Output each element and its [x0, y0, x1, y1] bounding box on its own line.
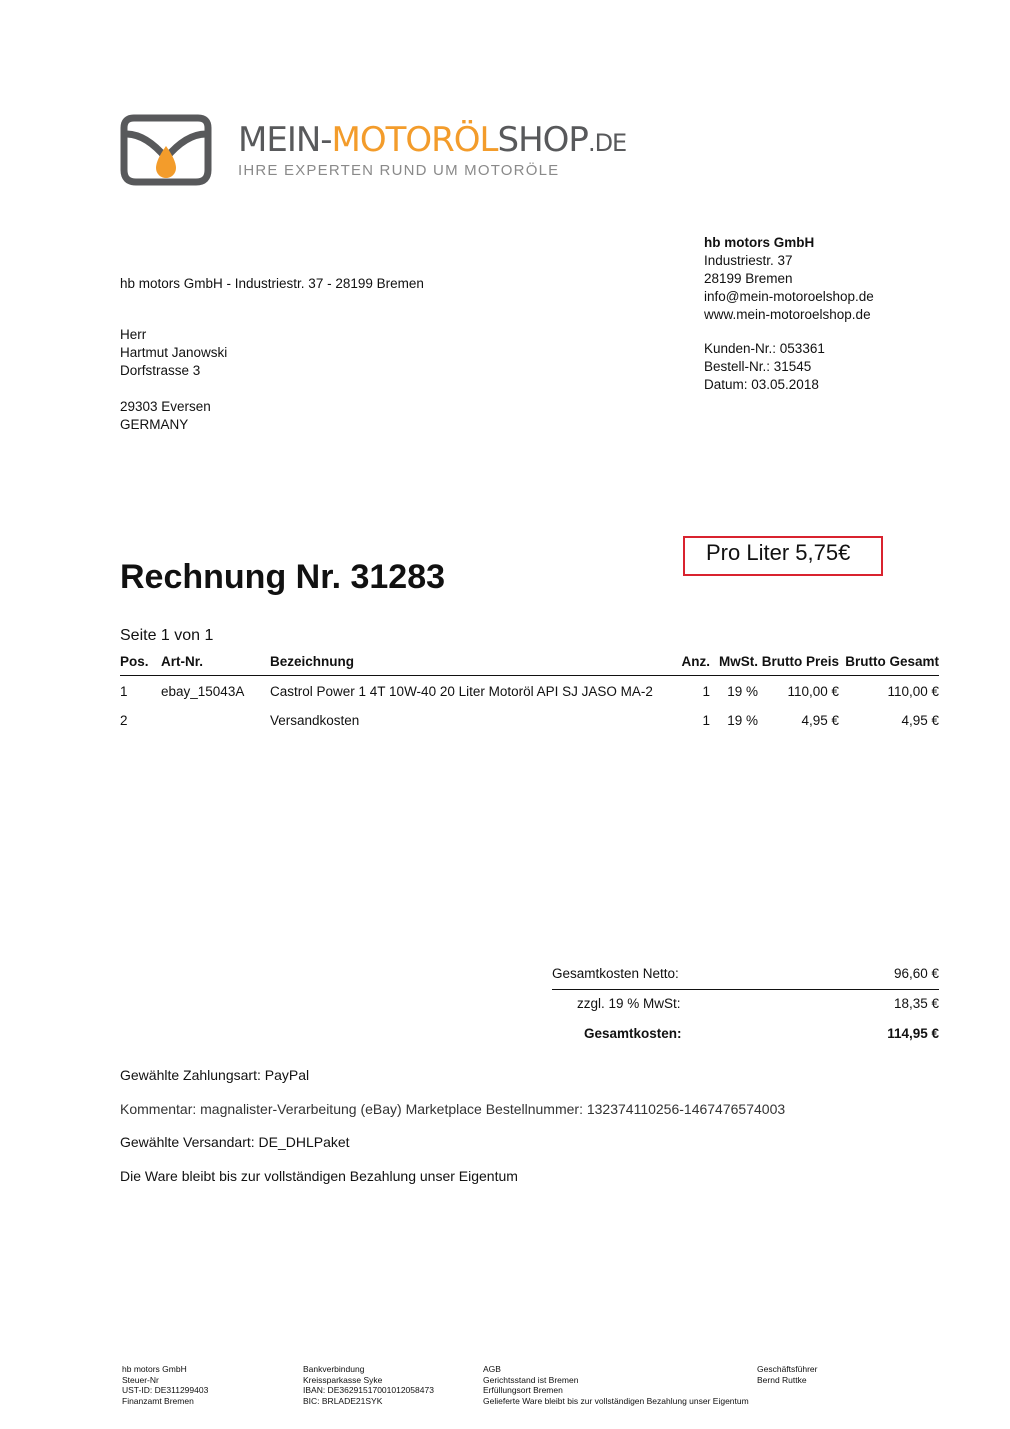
footer-text: hb motors GmbH	[122, 1364, 187, 1374]
ownership-note: Die Ware bleibt bis zur vollständigen Bezahlung unser Eigentum	[120, 1168, 518, 1184]
shipping-method: Gewählte Versandart: DE_DHLPaket	[120, 1134, 350, 1150]
brand-part-shop: SHOP	[497, 120, 588, 160]
row-desc: Castrol Power 1 4T 10W-40 20 Liter Motoröl API SJ JASO MA-2	[270, 684, 653, 699]
footer-text: Steuer-Nr	[122, 1374, 159, 1385]
footer-text: IBAN: DE36291517001012058473	[303, 1385, 434, 1395]
vat-value: 18,35 €	[893, 996, 939, 1011]
footer-text: BIC: BRLADE21SYK	[303, 1395, 383, 1406]
recipient-street: Dorfstrasse 3	[120, 363, 201, 378]
footer-text: Bernd Ruttke	[757, 1374, 807, 1385]
row-pos: 2	[120, 713, 128, 728]
footer-text: UST-ID: DE311299403	[122, 1385, 209, 1395]
row-qty: 1	[702, 713, 710, 728]
customer-number: Kunden-Nr.: 053361	[704, 341, 825, 356]
invoice-date: Datum: 03.05.2018	[704, 377, 819, 392]
footer-text: Bankverbindung	[303, 1364, 365, 1374]
footer-text: Geschäftsführer	[757, 1364, 818, 1374]
logo-mark-icon	[120, 112, 212, 188]
grand-total-value: 114,95 €	[887, 1026, 939, 1041]
net-value: 96,60 €	[893, 966, 939, 981]
row-art: ebay_15043A	[161, 684, 245, 699]
brand-tagline: IHRE EXPERTEN RUND UM MOTORÖLE	[238, 162, 560, 179]
row-vat: 19 %	[727, 684, 758, 699]
totals-vat-row	[552, 996, 939, 1026]
company-street: Industriestr. 37	[704, 253, 793, 268]
header-qty: Anz.	[675, 652, 710, 676]
totals-net-row	[552, 966, 939, 996]
company-name: hb motors GmbH	[704, 235, 815, 250]
page-info: Seite 1 von 1	[120, 627, 214, 644]
recipient-city: 29303 Eversen	[120, 399, 211, 414]
order-number: Bestell-Nr.: 31545	[704, 359, 812, 374]
footer-bank	[303, 1364, 434, 1406]
company-city: 28199 Bremen	[704, 271, 793, 286]
totals-block	[552, 966, 939, 1056]
grand-total-label: Gesamtkosten:	[584, 1026, 682, 1041]
brand-name	[238, 120, 626, 163]
vat-label: zzgl. 19 % MwSt:	[577, 996, 681, 1011]
row-art	[161, 705, 270, 734]
header-total: Brutto Gesamt	[839, 652, 939, 676]
recipient-address	[120, 326, 227, 434]
footer-text: Gerichtsstand ist Bremen	[483, 1374, 579, 1385]
price-per-liter-note	[683, 536, 883, 576]
brand-part-motoroel: MOTORÖL	[331, 120, 498, 160]
row-desc: Versandkosten	[270, 713, 360, 728]
footer-text: Finanzamt Bremen	[122, 1395, 194, 1406]
totals-divider	[552, 989, 939, 990]
header-desc: Bezeichnung	[270, 652, 675, 676]
footer-text: Kreissparkasse Syke	[303, 1374, 383, 1385]
invoice-title: Rechnung Nr. 31283	[120, 558, 446, 596]
company-info	[704, 234, 874, 394]
footer-terms	[483, 1364, 749, 1406]
table-row	[120, 676, 939, 706]
footer-text: Erfüllungsort Bremen	[483, 1385, 563, 1395]
row-total: 110,00 €	[887, 684, 939, 699]
order-comment: Kommentar: magnalister-Verarbeitung (eBay) Marketplace Bestellnummer: 132374110256-1467476574003	[120, 1101, 786, 1117]
row-total: 4,95 €	[901, 713, 939, 728]
row-qty: 1	[702, 684, 710, 699]
company-email: info@mein-motoroelshop.de	[704, 289, 874, 304]
invoice-items-table	[120, 652, 939, 734]
sender-line: hb motors GmbH - Industriestr. 37 - 28199 Bremen	[120, 276, 424, 291]
note-text: Pro Liter 5,75€	[706, 540, 851, 565]
header-vat: MwSt.	[710, 652, 758, 676]
net-label: Gesamtkosten Netto:	[552, 966, 679, 981]
brand-part-mein: MEIN-	[238, 120, 332, 160]
brand-part-de: .DE	[587, 129, 627, 157]
header-price: Brutto Preis	[758, 652, 839, 676]
recipient-country: GERMANY	[120, 417, 189, 432]
row-price: 110,00 €	[787, 684, 839, 699]
row-vat: 19 %	[727, 713, 758, 728]
totals-grand-row	[552, 1026, 939, 1056]
footer-text: AGB	[483, 1364, 501, 1374]
table-row	[120, 705, 939, 734]
footer-text: Gelieferte Ware bleibt bis zur vollständigen Bezahlung unser Eigentum	[483, 1395, 749, 1406]
header-pos: Pos.	[120, 652, 161, 676]
footer-management	[757, 1364, 817, 1385]
recipient-name: Hartmut Janowski	[120, 345, 228, 360]
row-price: 4,95 €	[801, 713, 839, 728]
header-art: Art-Nr.	[161, 652, 270, 676]
recipient-salutation: Herr	[120, 327, 147, 342]
payment-method: Gewählte Zahlungsart: PayPal	[120, 1067, 310, 1083]
row-pos: 1	[120, 684, 128, 699]
table-header-row	[120, 652, 939, 676]
company-web: www.mein-motoroelshop.de	[704, 307, 871, 322]
company-logo	[120, 112, 627, 192]
footer-company	[122, 1364, 208, 1406]
